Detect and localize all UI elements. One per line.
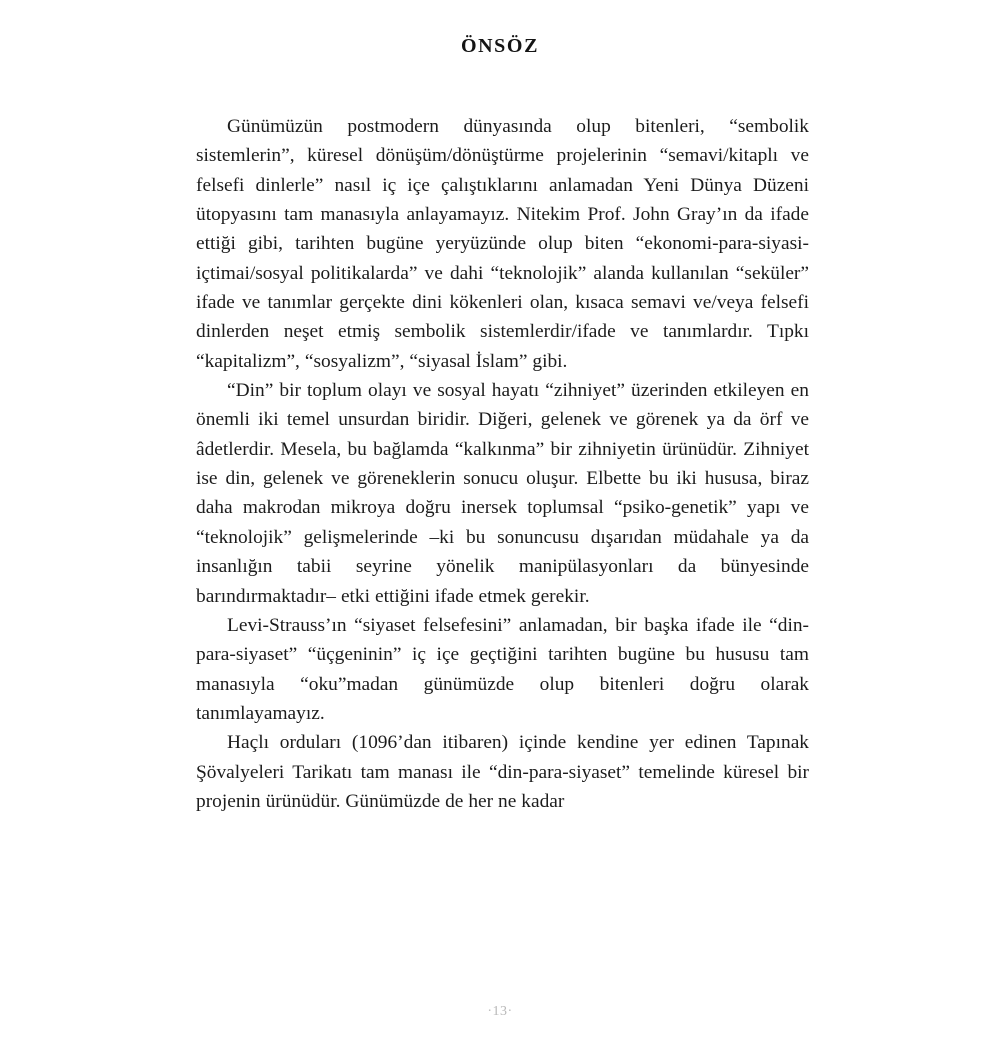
page-title: ÖNSÖZ (460, 35, 540, 58)
body-paragraph: Haçlı orduları (1096’dan itibaren) içinde kendine yer edinen Tapınak Şövalyeleri Tarikatı tam manası ile “din-para-siyaset” temelinde küresel bir projenin ürünüdür. Günümüzde de her ne kadar (196, 732, 809, 812)
page-number: ·13· (487, 1004, 513, 1019)
body-paragraph: “Din” bir toplum olayı ve sosyal hayatı “zihniyet” üzerinden etkileyen en önemli iki temel unsurdan biridir. Diğeri, gelenek ve görenek ya da örf ve âdetlerdir. Mesela, bu bağlamda “kalkınma” bir zihniyetin ürünüdür. Zihniyet ise din, gelenek ve göreneklerin sonucu oluşur. Elbette bu iki hususa, biraz daha makrodan mikroya doğru inersek toplumsal “psiko-genetik” yapı ve “teknolojik” gelişmelerinde –ki bu sonuncusu dışarıdan müdahale ya da insanlığın tabii seyrine yönelik manipülasyonları da bünyesinde barındırmaktadır– etki ettiğini ifade etmek gerekir. (196, 380, 809, 607)
body-text-block (196, 112, 809, 816)
body-paragraph: Günümüzün postmodern dünyasında olup bitenleri, “sembolik sistemlerin”, küresel dönüşüm/dönüştürme projelerinin “semavi/kitaplı ve felsefi dinlerle” nasıl iç içe çalıştıklarını anlamadan Yeni Dünya Düzeni ütopyasını tam manasıyla anlayamayız. Nitekim Prof. John Gray’ın da ifade ettiği gibi, tarihten bugüne yeryüzünde olup biten “ekonomi-para-siyasi-içtimai/sosyal politikalarda” ve dahi “teknolojik” alanda kullanılan “seküler” ifade ve tanımlar gerçekte dini kökenleri olan, kısaca semavi ve/veya felsefi dinlerden neşet etmiş sembolik sistemlerdir/ifade ve tanımlardır. Tıpkı “kapitalizm”, “sosyalizm”, “siyasal İslam” gibi. (196, 116, 809, 372)
body-paragraph: Levi-Strauss’ın “siyaset felsefesini” anlamadan, bir başka ifade ile “din-para-siyaset” “üçgeninin” iç içe geçtiğini tarihten bugüne bu hususu tam manasıyla “oku”madan günümüzde olup bitenleri doğru olarak tanımlayamayız. (196, 614, 809, 724)
